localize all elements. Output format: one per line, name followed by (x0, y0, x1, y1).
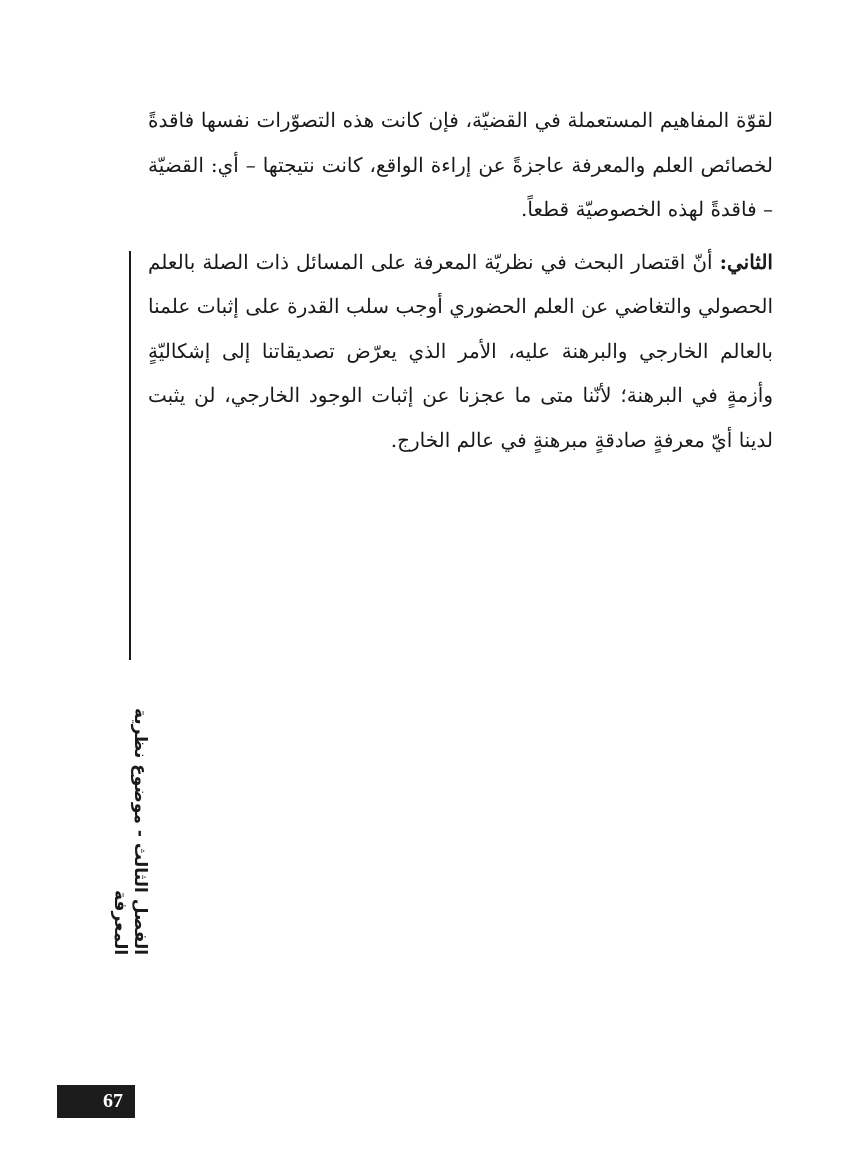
paragraph-2 (148, 240, 773, 463)
paragraph-1: لقوّة المفاهيم المستعملة في القضيّة، فإن كانت هذه التصوّرات نفسها فاقدةً لخصائص العلم والمعرفة عاجزةً عن إراءة الواقع، كانت نتيجتها – أي: القضيّة – فاقدةً لهذه الخصوصيّة قطعاً. (148, 108, 773, 221)
page-number: 67 (103, 1090, 123, 1112)
paragraph-2-body: أنّ اقتصار البحث في نظريّة المعرفة على المسائل ذات الصلة بالعلم الحصولي والتغاضي عن العلم الحضوري أوجب سلب القدرة على إثبات علمنا بالعالم الخارجي والبرهنة عليه، الأمر الذي يعرّض تصديقاتنا إلى إشكاليّةٍ وأزمةٍ في البرهنة؛ لأنّنا متى ما عجزنا عن إثبات الوجود الخارجي، لن يثبت لدينا أيّ معرفةٍ صادقةٍ مبرهنةٍ في عالم الخارج. (148, 249, 773, 452)
body-text (148, 98, 773, 462)
running-head-rule (129, 251, 131, 660)
paragraph-2-lead: الثاني: (719, 249, 773, 274)
running-head (112, 245, 148, 955)
page-number-box (57, 1085, 135, 1118)
running-head-text: الفصل الثالث - موضوع نظرية المعرفة (110, 707, 150, 955)
